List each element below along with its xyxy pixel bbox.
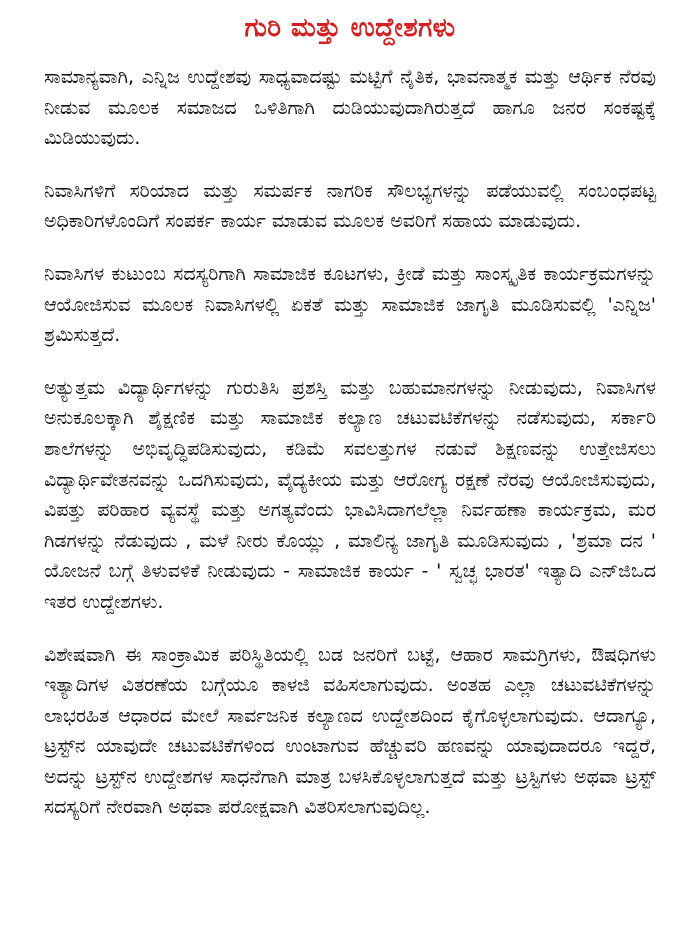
paragraph-civic-amenities: ನಿವಾಸಿಗಳಿಗೆ ಸರಿಯಾದ ಮತ್ತು ಸಮರ್ಪಕ ನಾಗರಿಕ ಸೌಲಭ್ಯಗಳನ್ನು ಪಡೆಯುವಲ್ಲಿ ಸಂಬಂಧಪಟ್ಟ ಅಧಿಕಾರಿಗಳೊಂದಿಗೆ ಸಂಪರ್ಕ ಕಾರ್ಯ ಮಾಡುವ ಮೂಲಕ ಅವರಿಗೆ ಸಹಾಯ ಮಾಡುವುದು. [44, 179, 656, 233]
paragraph-general-aim: ಸಾಮಾನ್ಯವಾಗಿ, ಎನ್ನಿಜ ಉದ್ದೇಶವು ಸಾಧ್ಯವಾದಷ್ಟು ಮಟ್ಟಿಗೆ ನೈತಿಕ, ಭಾವನಾತ್ಮಕ ಮತ್ತು ಆರ್ಥಿಕ ನೆರವು ನೀಡುವ ಮೂಲಕ ಸಮಾಜದ ಒಳಿತಿಗಾಗಿ ದುಡಿಯುವುದಾಗಿರುತ್ತದೆ ಹಾಗೂ ಜನರ ಸಂಕಷ್ಟಕ್ಕೆ ಮಿಡಿಯುವುದು. [44, 66, 656, 150]
page-title: ಗುರಿ ಮತ್ತು ಉದ್ದೇಶಗಳು [244, 13, 456, 43]
paragraph-pandemic-relief: ವಿಶೇಷವಾಗಿ ಈ ಸಾಂಕ್ರಾಮಿಕ ಪರಿಸ್ಥಿತಿಯಲ್ಲಿ ಬಡ ಜನರಿಗೆ ಬಟ್ಟೆ, ಆಹಾರ ಸಾಮಗ್ರಿಗಳು, ಔಷಧಿಗಳು ಇತ್ಯಾದಿಗಳ ವಿತರಣೆಯ ಬಗ್ಗೆಯೂ ಕಾಳಜಿ ವಹಿಸಲಾಗುವುದು. ಅಂತಹ ಎಲ್ಲಾ ಚಟುವಟಿಕೆಗಳನ್ನು ಲಾಭರಹಿತ ಆಧಾರದ ಮೇಲೆ ಸಾರ್ವಜನಿಕ ಕಲ್ಯಾಣದ ಉದ್ದೇಶದಿಂದ ಕೈಗೊಳ್ಳಲಾಗುವುದು. ಆದಾಗ್ಯೂ, ಟ್ರಸ್ಟ್‌ನ ಯಾವುದೇ ಚಟುವಟಿಕೆಗಳಿಂದ ಉಂಟಾಗುವ ಹೆಚ್ಚುವರಿ ಹಣವನ್ನು ಯಾವುದಾದರೂ ಇದ್ದರೆ, ಅದನ್ನು ಟ್ರಸ್ಟ್‌ನ ಉದ್ದೇಶಗಳ ಸಾಧನೆಗಾಗಿ ಮಾತ್ರ ಬಳಸಿಕೊಳ್ಳಲಾಗುತ್ತದೆ ಮತ್ತು ಟ್ರಸ್ಟಿಗಳು ಅಥವಾ ಟ್ರಸ್ಟ್ ಸದಸ್ಯರಿಗೆ ನೇರವಾಗಿ ಅಥವಾ ಪರೋಕ್ಷವಾಗಿ ವಿತರಿಸಲಾಗುವುದಿಲ್ಲ. [44, 643, 656, 819]
paragraph-social-unity: ನಿವಾಸಿಗಳ ಕುಟುಂಬ ಸದಸ್ಯರಿಗಾಗಿ ಸಾಮಾಜಿಕ ಕೂಟಗಳು, ಕ್ರೀಡೆ ಮತ್ತು ಸಾಂಸ್ಕೃತಿಕ ಕಾರ್ಯಕ್ರಮಗಳನ್ನು ಆಯೋಜಿಸುವ ಮೂಲಕ ನಿವಾಸಿಗಳಲ್ಲಿ ಏಕತೆ ಮತ್ತು ಸಾಮಾಜಿಕ ಜಾಗೃತಿ ಮೂಡಿಸುವಲ್ಲಿ 'ಎನ್ನಿಜ' ಶ್ರಮಿಸುತ್ತದೆ. [44, 262, 656, 347]
paragraph-other-objectives: ಅತ್ಯುತ್ತಮ ವಿದ್ಯಾರ್ಥಿಗಳನ್ನು ಗುರುತಿಸಿ ಪ್ರಶಸ್ತಿ ಮತ್ತು ಬಹುಮಾನಗಳನ್ನು ನೀಡುವುದು, ನಿವಾಸಿಗಳ ಅನುಕೂಲಕ್ಕಾಗಿ ಶೈಕ್ಷಣಿಕ ಮತ್ತು ಸಾಮಾಜಿಕ ಕಲ್ಯಾಣ ಚಟುವಟಿಕೆಗಳನ್ನು ನಡೆಸುವುದು, ಸರ್ಕಾರಿ ಶಾಲೆಗಳನ್ನು ಅಭಿವೃದ್ಧಿಪಡಿಸುವುದು, ಕಡಿಮೆ ಸವಲತ್ತುಗಳ ನಡುವೆ ಶಿಕ್ಷಣವನ್ನು ಉತ್ತೇಜಿಸಲು ವಿದ್ಯಾರ್ಥಿವೇತನವನ್ನು ಒದಗಿಸುವುದು, ವೈದ್ಯಕೀಯ ಮತ್ತು ಆರೋಗ್ಯ ರಕ್ಷಣೆ ನೆರವು ಆಯೋಜಿಸುವುದು, ವಿಪತ್ತು ಪರಿಹಾರ ವ್ಯವಸ್ಥೆ ಮತ್ತು ಅಗತ್ಯವೆಂದು ಭಾವಿಸಿದಾಗಲೆಲ್ಲಾ ನಿರ್ವಹಣಾ ಕಾರ್ಯಕ್ರಮ, ಮರ ಗಿಡಗಳನ್ನು ನೆಡುವುದು , ಮಳೆ ನೀರು ಕೊಯ್ಲು , ಮಾಲಿನ್ಯ ಜಾಗೃತಿ ಮೂಡಿಸುವುದು , 'ಶ್ರಮಾ ದನ ' ಯೋಜನೆ ಬಗ್ಗೆ ತಿಳುವಳಿಕೆ ನೀಡುವುದು - ಸಾಮಾಜಿಕ ಕಾರ್ಯ - ' ಸ್ವಚ್ಛ ಭಾರತ' ಇತ್ಯಾದಿ ಎನ್‌ಜಿಒದ ಇತರ ಉದ್ದೇಶಗಳು. [44, 376, 656, 613]
